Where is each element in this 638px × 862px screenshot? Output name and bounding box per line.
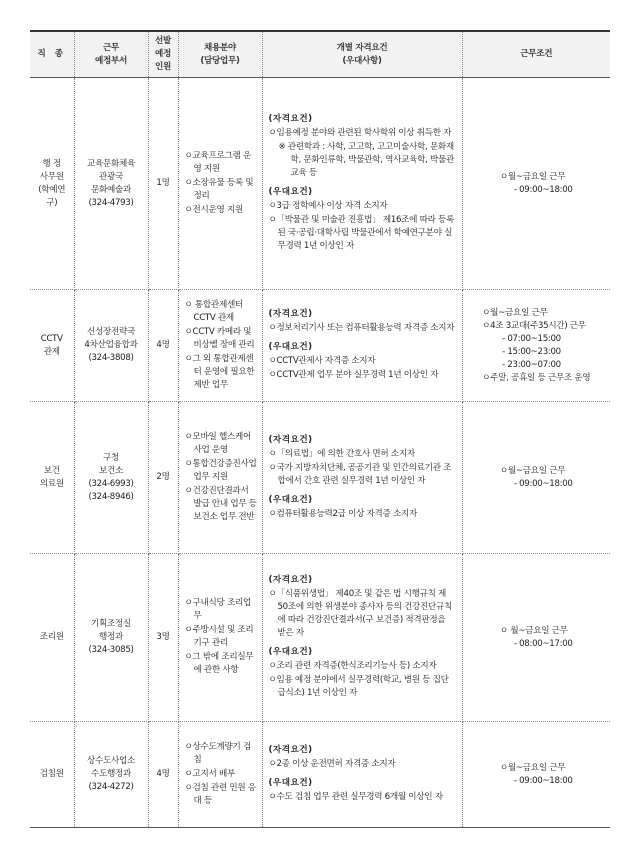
count-cell: 4명 [148,722,178,828]
count-cell: 2명 [148,402,178,554]
requirements-cell [262,722,462,828]
qualification-title: (자격요건) [268,309,313,319]
qualification-item: ㅇ임용예정 분야와 관련된 학사학위 이상 취득한 자 [268,128,452,138]
conditions-cell [462,402,610,554]
preference-title: (우대요건) [268,647,313,657]
qualification-title: (자격요건) [268,575,313,585]
duty-item: ㅇ그 밖에 조리실무에 관한 사항 [184,652,254,675]
condition-item: ㅇ월~금요일 근무 [499,465,566,476]
preference-item: ㅇ「박물관 및 미술관 진흥법」 제16조에 따라 등록된 국·공립·대학사립 박물관에서 학예연구분야 실무경력 1년 이상인 자 [268,215,455,251]
department-cell: 교육문화체육 관광국 문화예술과 (324-4793) [74,78,148,290]
qualification-title: (자격요건) [268,434,313,445]
conditions-cell [462,290,610,402]
condition-item: - 23:00~07:00 [502,359,561,370]
duty-item: ㅇ고지서 배부 [184,768,235,779]
qualification-title: (자격요건) [268,114,313,124]
table-header-row [30,31,610,78]
preference-item: ㅇ임용 예정 분야에서 실무경력(학교, 병원 등 집단급식소) 1년 이상인 자 [268,675,449,698]
condition-item: - 09:00~18:00 [513,775,573,786]
job-type-cell: 행 정 사무원 (학예연구) [30,78,74,290]
field-cell [178,290,262,402]
header-job-type: 직 종 [30,31,74,78]
preference-title: (우대요건) [268,778,313,788]
preference-title: (우대요건) [268,342,313,352]
job-type-cell: 조리원 [30,554,74,722]
duty-item: ㅇ교육프로그램 운영 지원 [184,150,251,174]
preference-title: (우대요건) [268,494,313,505]
duty-item: ㅇ상수도계량기 검침 [184,741,251,765]
qualification-item: ㅇ정보처리기사 또는 컴퓨터활용능력 자격증 소지자 [268,323,455,333]
requirements-cell [262,78,462,290]
preference-item: ㅇCCTV관제사 자격증 소지자 [268,356,376,366]
job-type-cell: 보건 의료원 [30,402,74,554]
preference-item: ㅇ컴퓨터활용능력2급 이상 자격증 소지자 [268,508,417,519]
condition-item: ㅇ주말, 공휴일 등 근무조 운영 [482,372,591,383]
count-cell: 3명 [148,554,178,722]
condition-item: - 08:00~17:00 [513,638,573,649]
department-cell: 신성장전략국 4차산업융합과 (324-3808) [74,290,148,402]
department-cell: 구청 보건소 (324-6993) (324-8946) [74,402,148,554]
header-requirements: 개별 자격요건 (우대사항) [262,31,462,78]
condition-item: - 15:00~23:00 [502,346,561,357]
header-department: 근무 예정부서 [74,31,148,78]
table-row [30,402,610,554]
duty-item: ㅇ구내식당 조리업무 [184,598,251,621]
field-cell [178,78,262,290]
recruitment-table [30,30,610,828]
duty-item: ㅇ통합건강증진사업 업무 지원 [184,458,257,482]
field-cell [178,722,262,828]
duty-item: ㅇ전시운영 지원 [184,204,243,215]
duty-item: ㅇ소장유물 등록 및 정리 [184,177,254,201]
condition-item: ㅇ 월~금요일 근무 [499,625,568,636]
count-cell: 1명 [148,78,178,290]
header-count: 선발 예정 인원 [148,31,178,78]
table-row [30,78,610,290]
preference-item: ㅇ수도 검침 업무 관련 실무경력 6개월 이상인 자 [268,792,443,802]
duty-item: ㅇ그 외 통합관제센터 운영에 필요한 제반 업무 [184,353,255,390]
preference-item: ㅇ3급 정학예사 이상 자격 소지자 [268,201,388,211]
header-field: 채용분야 (담당업무) [178,31,262,78]
count-cell: 4명 [148,290,178,402]
qualification-title: (자격요건) [268,745,313,755]
qualification-item: ㅇ「식품위생법」 제40조 및 같은 법 시행규칙 제50조에 의한 위생분야 종사자 등의 건강진단규칙에 따라 건강진단결과서(구 보건증) 적격판정을 받은 자 [268,589,453,638]
duty-item: ㅇCCTV 카메라 및 비상벨 장애 관리 [184,326,255,350]
field-cell [178,402,262,554]
job-type-cell: CCTV 관제 [30,290,74,402]
conditions-cell [462,722,610,828]
duty-item: ㅇ검침 관련 민원 응대 등 [184,782,256,806]
qualification-item: ㅇ국가 지방자치단체, 공공기관 및 민간의료기관 조합에서 간호 관련 실무경력 1년 이상인 자 [268,462,452,486]
condition-item: - 07:00~15:00 [502,333,561,344]
field-cell [178,554,262,722]
duty-item: ㅇ주방시설 및 조리기구 관리 [184,625,254,648]
condition-item: ㅇ월~금요일 근무 [499,171,566,182]
qualification-item: ㅇ「의료법」에 의한 간호사 면허 소지자 [268,448,415,459]
duty-item: ㅇ 통합관제센터 CCTV 관제 [184,299,243,323]
qualification-note: ※ 관련학과 : 사학, 고고학, 고고미술사학, 문화재학, 문화인류학, 박물관학, 역사교육학, 박물관교육 등 [278,142,454,178]
duty-item: ㅇ건강진단결과서 발급 안내 업무 등 보건소 업무 전반 [184,485,257,522]
duty-item: ㅇ모바일 헬스케어 사업 운영 [184,431,251,455]
preference-title: (우대요건) [268,187,313,197]
preference-item: ㅇ조리 관련 자격증(한식조리기능사 등) 소지자 [268,661,437,671]
department-cell: 기획조정실 행정과 (324-3085) [74,554,148,722]
department-cell: 상수도사업소 수도행정과 (324-4272) [74,722,148,828]
preference-item: ㅇCCTV관제 업무 분야 실무경력 1년 이상인 자 [268,370,439,380]
table-row [30,290,610,402]
condition-item: - 09:00~18:00 [513,184,573,195]
condition-item: ㅇ월~금요일 근무 [482,307,548,318]
requirements-cell [262,554,462,722]
requirements-cell [262,402,462,554]
condition-item: ㅇ월~금요일 근무 [499,762,566,773]
qualification-item: ㅇ2종 이상 운전면허 자격증 소지자 [268,759,396,769]
table-row [30,554,610,722]
conditions-cell [462,554,610,722]
requirements-cell [262,290,462,402]
condition-item: ㅇ4조 3교대(주35시간) 근무 [482,320,586,331]
table-row [30,722,610,828]
conditions-cell [462,78,610,290]
header-conditions: 근무조건 [462,31,610,78]
job-type-cell: 검침원 [30,722,74,828]
condition-item: - 09:00~18:00 [513,478,573,489]
